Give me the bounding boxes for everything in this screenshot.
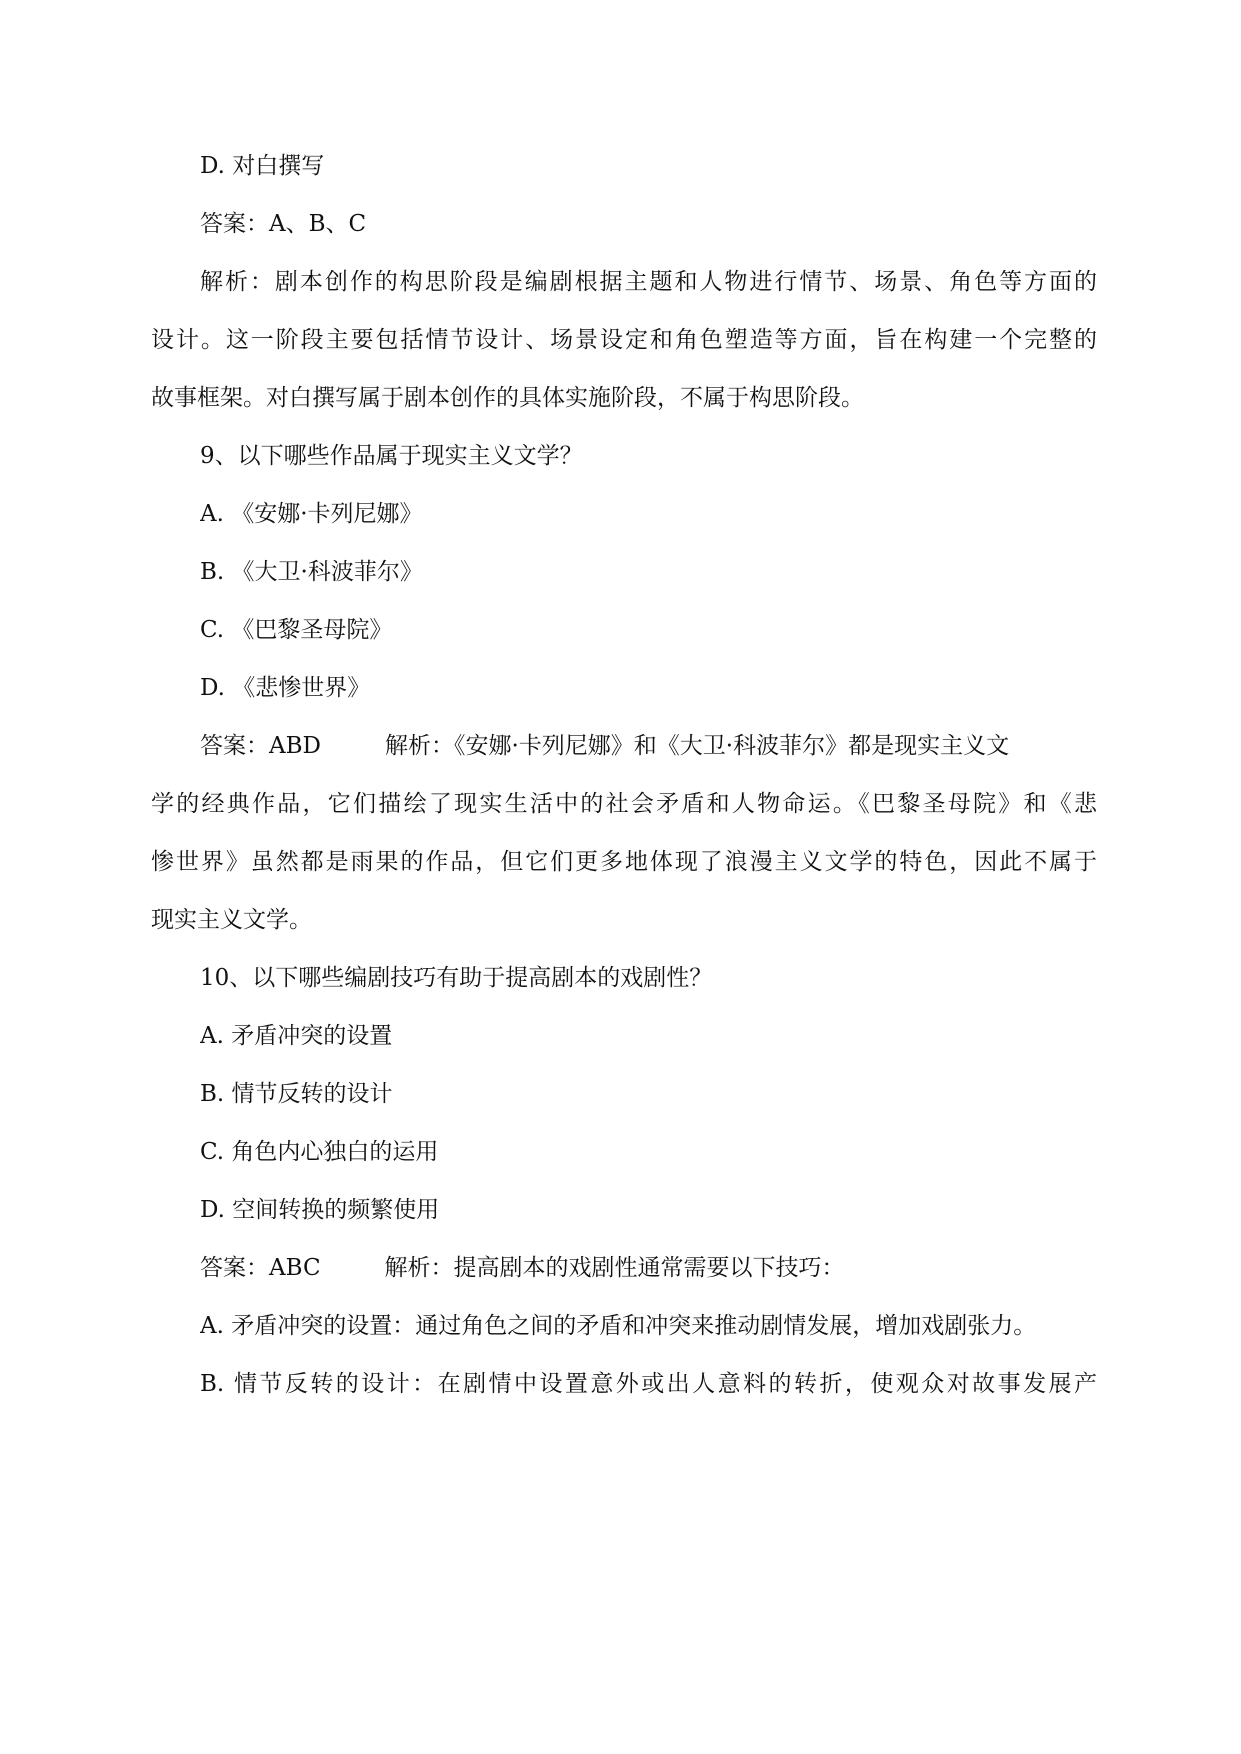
question-10-option-d: D. 空间转换的频繁使用 bbox=[200, 1197, 440, 1223]
analysis-q9-start: 解析：《安娜·卡列尼娜》和《大卫·科波菲尔》都是现实主义文 bbox=[384, 733, 1010, 759]
analysis-q9-line-4: 现实主义文学。 bbox=[151, 907, 312, 933]
answer-analysis-q10-line-1 bbox=[200, 1253, 1097, 1283]
analysis-q9-line-3: 惨世界》虽然都是雨果的作品，但它们更多地体现了浪漫主义文学的特色，因此不属于 bbox=[151, 849, 1097, 875]
answer-q9: 答案：ABD bbox=[200, 733, 321, 759]
analysis-q8-line-1: 解析：剧本创作的构思阶段是编剧根据主题和人物进行情节、场景、角色等方面的 bbox=[200, 269, 1097, 295]
analysis-q8-line-2: 设计。这一阶段主要包括情节设计、场景设定和角色塑造等方面，旨在构建一个完整的 bbox=[151, 327, 1097, 353]
question-9-option-c: C. 《巴黎圣母院》 bbox=[200, 617, 393, 643]
analysis-q9-line-2: 学的经典作品，它们描绘了现实生活中的社会矛盾和人物命运。《巴黎圣母院》和《悲 bbox=[151, 791, 1097, 817]
answer-q8: 答案：A、B、C bbox=[200, 211, 367, 237]
question-10-option-c: C. 角色内心独白的运用 bbox=[200, 1139, 439, 1165]
analysis-q10-start: 解析：提高剧本的戏剧性通常需要以下技巧： bbox=[384, 1255, 845, 1281]
question-9-option-d: D. 《悲惨世界》 bbox=[200, 675, 371, 701]
question-9: 9、以下哪些作品属于现实主义文学？ bbox=[200, 443, 583, 469]
analysis-q8-line-3: 故事框架。对白撰写属于剧本创作的具体实施阶段，不属于构思阶段。 bbox=[151, 385, 864, 411]
answer-analysis-q9-line-1 bbox=[200, 731, 1097, 761]
answer-q10: 答案：ABC bbox=[200, 1255, 321, 1281]
option-d-dialogue-writing: D. 对白撰写 bbox=[200, 153, 325, 179]
analysis-q10-item-a: A. 矛盾冲突的设置：通过角色之间的矛盾和冲突来推动剧情发展，增加戏剧张力。 bbox=[200, 1313, 1037, 1339]
question-10-option-a: A. 矛盾冲突的设置 bbox=[200, 1023, 393, 1049]
question-10-option-b: B. 情节反转的设计 bbox=[200, 1081, 393, 1107]
question-9-option-a: A. 《安娜·卡列尼娜》 bbox=[200, 501, 423, 527]
analysis-q10-item-b: B. 情节反转的设计：在剧情中设置意外或出人意料的转折，使观众对故事发展产 bbox=[200, 1371, 1097, 1397]
question-9-option-b: B. 《大卫·科波菲尔》 bbox=[200, 559, 423, 585]
question-10: 10、以下哪些编剧技巧有助于提高剧本的戏剧性？ bbox=[200, 965, 713, 991]
